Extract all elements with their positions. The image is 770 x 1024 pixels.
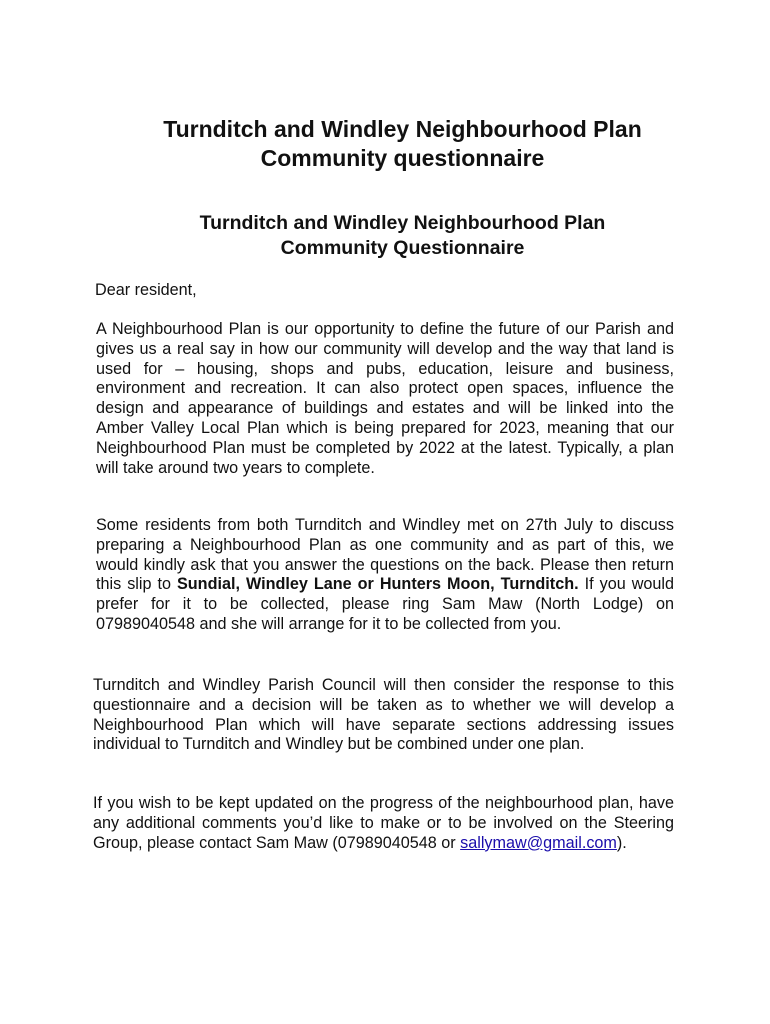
- return-address: Sundial, Windley Lane or Hunters Moon, Turnditch.: [177, 575, 579, 594]
- paragraph-intro: A Neighbourhood Plan is our opportunity to define the future of our Parish and gives us a real say in how our community will develop and the way that land is used for – housing, shops and pubs, education, leisure and business, environment and recreation. It can also protect open spaces, influence the design and appearance of buildings and estates and will be linked into the Amber Valley Local Plan which is being prepared for 2023, meaning that our Neighbourhood Plan must be completed by 2022 at the latest. Typically, a plan will take around two years to complete.: [96, 320, 674, 477]
- paragraph-contact-text-end: ).: [616, 833, 627, 852]
- title-line-2: Community questionnaire: [260, 145, 545, 171]
- paragraph-meeting: [96, 516, 674, 635]
- document-subtitle: [95, 211, 710, 261]
- paragraph-contact: [93, 794, 674, 853]
- paragraph-meeting-text-end: If you would prefer for it to be collected, please ring Sam Maw (North Lodge) on 07989040548 and she will arrange for it to be collected from you.: [96, 575, 674, 633]
- paragraph-council: Turnditch and Windley Parish Council will then consider the response to this questionnaire and a decision will be taken as to whether we will develop a Neighbourhood Plan which will have separate sections addressing issues individual to Turnditch and Windley but be combined under one plan.: [93, 676, 674, 754]
- paragraph-contact-text: If you wish to be kept updated on the progress of the neighbourhood plan, have any additional comments you’d like to make or to be involved on the Steering Group, please contact Sam Maw (07989040548 or: [93, 794, 674, 852]
- document-title: [95, 115, 710, 173]
- paragraph-meeting-text: Some residents from both Turnditch and Windley met on 27th July to discuss preparing a Neighbourhood Plan as one community and as part of this, we would kindly ask that you answer the questions on the back. Please then return this slip to: [96, 516, 674, 594]
- title-line-1: Turnditch and Windley Neighbourhood Plan: [163, 116, 642, 142]
- greeting: Dear resident,: [95, 281, 197, 299]
- subtitle-line-2: Community Questionnaire: [280, 237, 525, 259]
- subtitle-line-1: Turnditch and Windley Neighbourhood Plan: [199, 212, 606, 234]
- email-link[interactable]: sallymaw@gmail.com: [460, 833, 617, 852]
